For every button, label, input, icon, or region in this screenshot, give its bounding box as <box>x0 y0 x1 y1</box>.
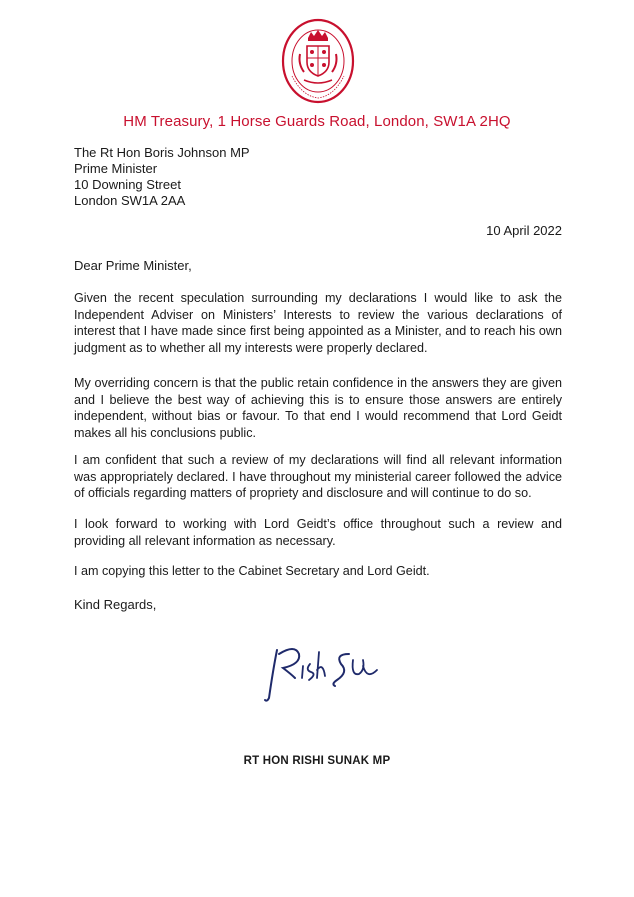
handwritten-signature <box>255 640 395 710</box>
body-paragraph: I am copying this letter to the Cabinet Secretary and Lord Geidt. <box>74 564 430 578</box>
signatory-name: RT HON RISHI SUNAK MP <box>243 755 391 767</box>
closing: Kind Regards, <box>74 597 157 612</box>
body-paragraph: I look forward to working with Lord Geidt’s office throughout such a review and providing all relevant information as necessary. <box>74 517 562 548</box>
salutation: Dear Prime Minister, <box>74 258 192 273</box>
letterhead-address: HM Treasury, 1 Horse Guards Road, London, SW1A 2HQ <box>123 113 511 130</box>
recipient-line: The Rt Hon Boris Johnson MP <box>74 145 250 160</box>
recipient-line: Prime Minister <box>74 161 158 176</box>
recipient-line: London SW1A 2AA <box>74 193 186 208</box>
recipient-address <box>74 145 250 209</box>
letter-date: 10 April 2022 <box>486 223 562 238</box>
body-paragraph: I am confident that such a review of my declarations will find all relevant information was appropriately declared. I have throughout my ministerial career followed the advice of officials regarding matters of propriety and disclosure and will continue to do so. <box>74 453 562 500</box>
body-paragraph: My overriding concern is that the public retain confidence in the answers they are given and I believe the best way of achieving this is to ensure those answers are entirely independent, without bias or favour. To that end I would recommend that Lord Geidt makes all his conclusions public. <box>74 376 562 440</box>
recipient-line: 10 Downing Street <box>74 177 181 192</box>
crest-emblem <box>280 18 356 104</box>
body-paragraph: Given the recent speculation surrounding my declarations I would like to ask the Independent Adviser on Ministers’ Interests to review the various declarations of interest that I have made since first being appointed as a Minister, and to reach his own judgment as to whether all my interests were properly declared. <box>74 291 562 355</box>
